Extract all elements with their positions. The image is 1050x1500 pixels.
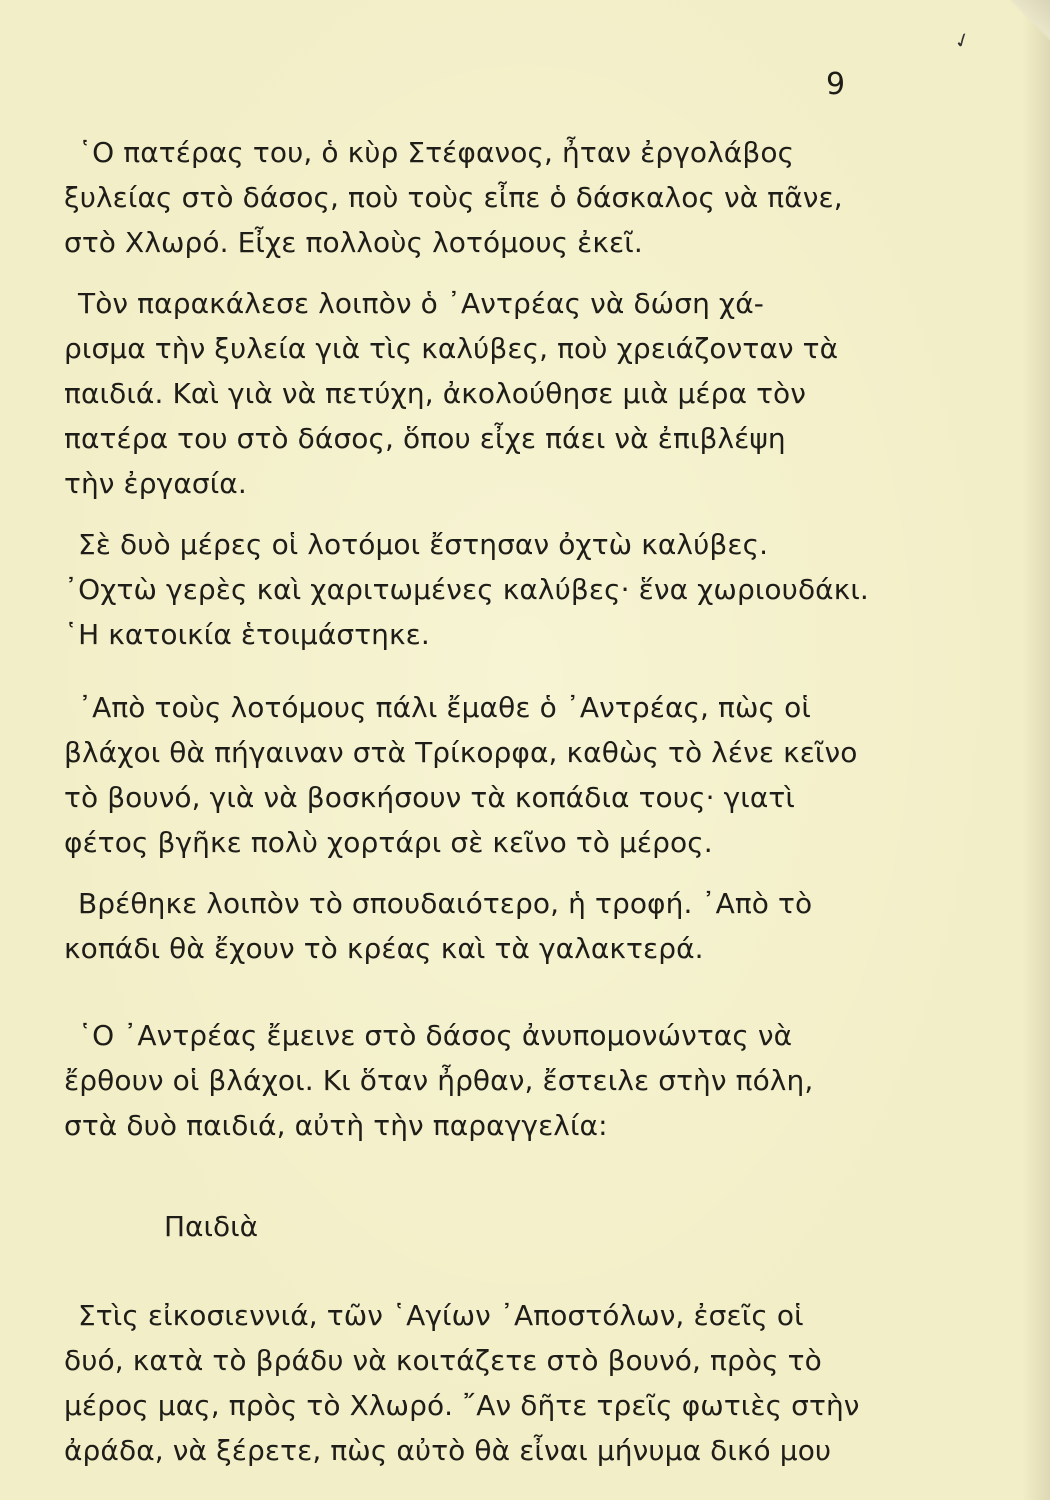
- page-corner-fold: [1008, 0, 1050, 42]
- closing-paragraph-line-4: ἀράδα, νὰ ξέρετε, πὼς αὐτὸ θὰ εἶναι μήνυμα δικό μου: [64, 1434, 832, 1467]
- paragraph-4-line-3: τὸ βουνό, γιὰ νὰ βοσκήσουν τὰ κοπάδια τους· γιατὶ: [64, 781, 795, 814]
- paragraph-5-line-2: κοπάδι θὰ ἔχουν τὸ κρέας καὶ τὰ γαλακτερά.: [64, 932, 704, 965]
- paragraph-6-line-2: ἔρθουν οἱ βλάχοι. Κι ὅταν ἦρθαν, ἔστειλε στὴν πόλη,: [64, 1064, 814, 1097]
- main-text: [64, 130, 889, 1473]
- paragraph-6: [64, 1013, 889, 1148]
- paragraph-2-line-2: ρισμα τὴν ξυλεία γιὰ τὶς καλύβες, ποὺ χρειάζονταν τὰ: [64, 332, 839, 365]
- closing-paragraph-line-3: μέρος μας, πρὸς τὸ Χλωρό. ῎Αν δῆτε τρεῖς φωτιὲς στὴν: [64, 1389, 860, 1422]
- closing-paragraph-line-2: δυό, κατὰ τὸ βράδυ νὰ κοιτάζετε στὸ βουνό, πρὸς τὸ: [64, 1344, 822, 1377]
- closing-paragraph: [64, 1293, 889, 1473]
- paragraph-4-line-1: ᾿Απὸ τοὺς λοτόμους πάλι ἔμαθε ὁ ᾿Αντρέας, πὼς οἱ: [78, 691, 811, 724]
- paragraph-1-line-2: ξυλείας στὸ δάσος, ποὺ τοὺς εἶπε ὁ δάσκαλος νὰ πᾶνε,: [64, 181, 843, 214]
- letter-salutation: Παιδιὰ: [164, 1210, 259, 1243]
- closing-paragraph-line-1: Στὶς εἰκοσιεννιά, τῶν ῾Αγίων ᾿Αποστόλων, ἐσεῖς οἱ: [78, 1299, 804, 1332]
- paragraph-1-line-3: στὸ Χλωρό. Εἶχε πολλοὺς λοτόμους ἐκεῖ.: [64, 226, 643, 259]
- paragraph-6-line-3: στὰ δυὸ παιδιά, αὐτὴ τὴν παραγγελία:: [64, 1109, 608, 1142]
- paragraph-2-line-5: τὴν ἐργασία.: [64, 467, 247, 500]
- paragraph-2-line-3: παιδιά. Καὶ γιὰ νὰ πετύχη, ἀκολούθησε μιὰ μέρα τὸν: [64, 377, 807, 410]
- paragraph-4-line-2: βλάχοι θὰ πήγαιναν στὰ Τρίκορφα, καθὼς τὸ λένε κεῖνο: [64, 736, 858, 769]
- paragraph-5-line-1: Βρέθηκε λοιπὸν τὸ σπουδαιότερο, ἡ τροφή. ᾿Απὸ τὸ: [78, 887, 813, 920]
- page-number: 9: [826, 67, 846, 102]
- paragraph-1: [64, 130, 889, 265]
- paragraph-1-line-1: ῾Ο πατέρας του, ὁ κὺρ Στέφανος, ἦταν ἐργολάβος: [78, 136, 795, 169]
- page-edge-shadow: [1022, 0, 1050, 1500]
- paragraph-4: [64, 685, 889, 865]
- paragraph-3-line-3: ῾Η κατοικία ἑτοιμάστηκε.: [64, 618, 430, 651]
- corner-checkmark-icon: ✓: [950, 26, 975, 55]
- paragraph-3: [64, 522, 889, 657]
- paragraph-6-line-1: ῾Ο ᾿Αντρέας ἔμεινε στὸ δάσος ἀνυπομονώντας νὰ: [78, 1019, 793, 1052]
- paragraph-2-line-1: Τὸν παρακάλεσε λοιπὸν ὁ ᾿Αντρέας νὰ δώση χά-: [78, 287, 764, 320]
- paragraph-4-line-4: φέτος βγῆκε πολὺ χορτάρι σὲ κεῖνο τὸ μέρος.: [64, 826, 713, 859]
- paragraph-3-line-2: ᾿Οχτὼ γερὲς καὶ χαριτωμένες καλύβες· ἕνα χωριουδάκι.: [64, 573, 869, 606]
- paragraph-5: [64, 881, 889, 971]
- paragraph-2: [64, 281, 889, 506]
- paragraph-2-line-4: πατέρα του στὸ δάσος, ὅπου εἶχε πάει νὰ ἐπιβλέψη: [64, 422, 786, 455]
- paragraph-3-line-1: Σὲ δυὸ μέρες οἱ λοτόμοι ἔστησαν ὀχτὼ καλύβες.: [78, 528, 769, 561]
